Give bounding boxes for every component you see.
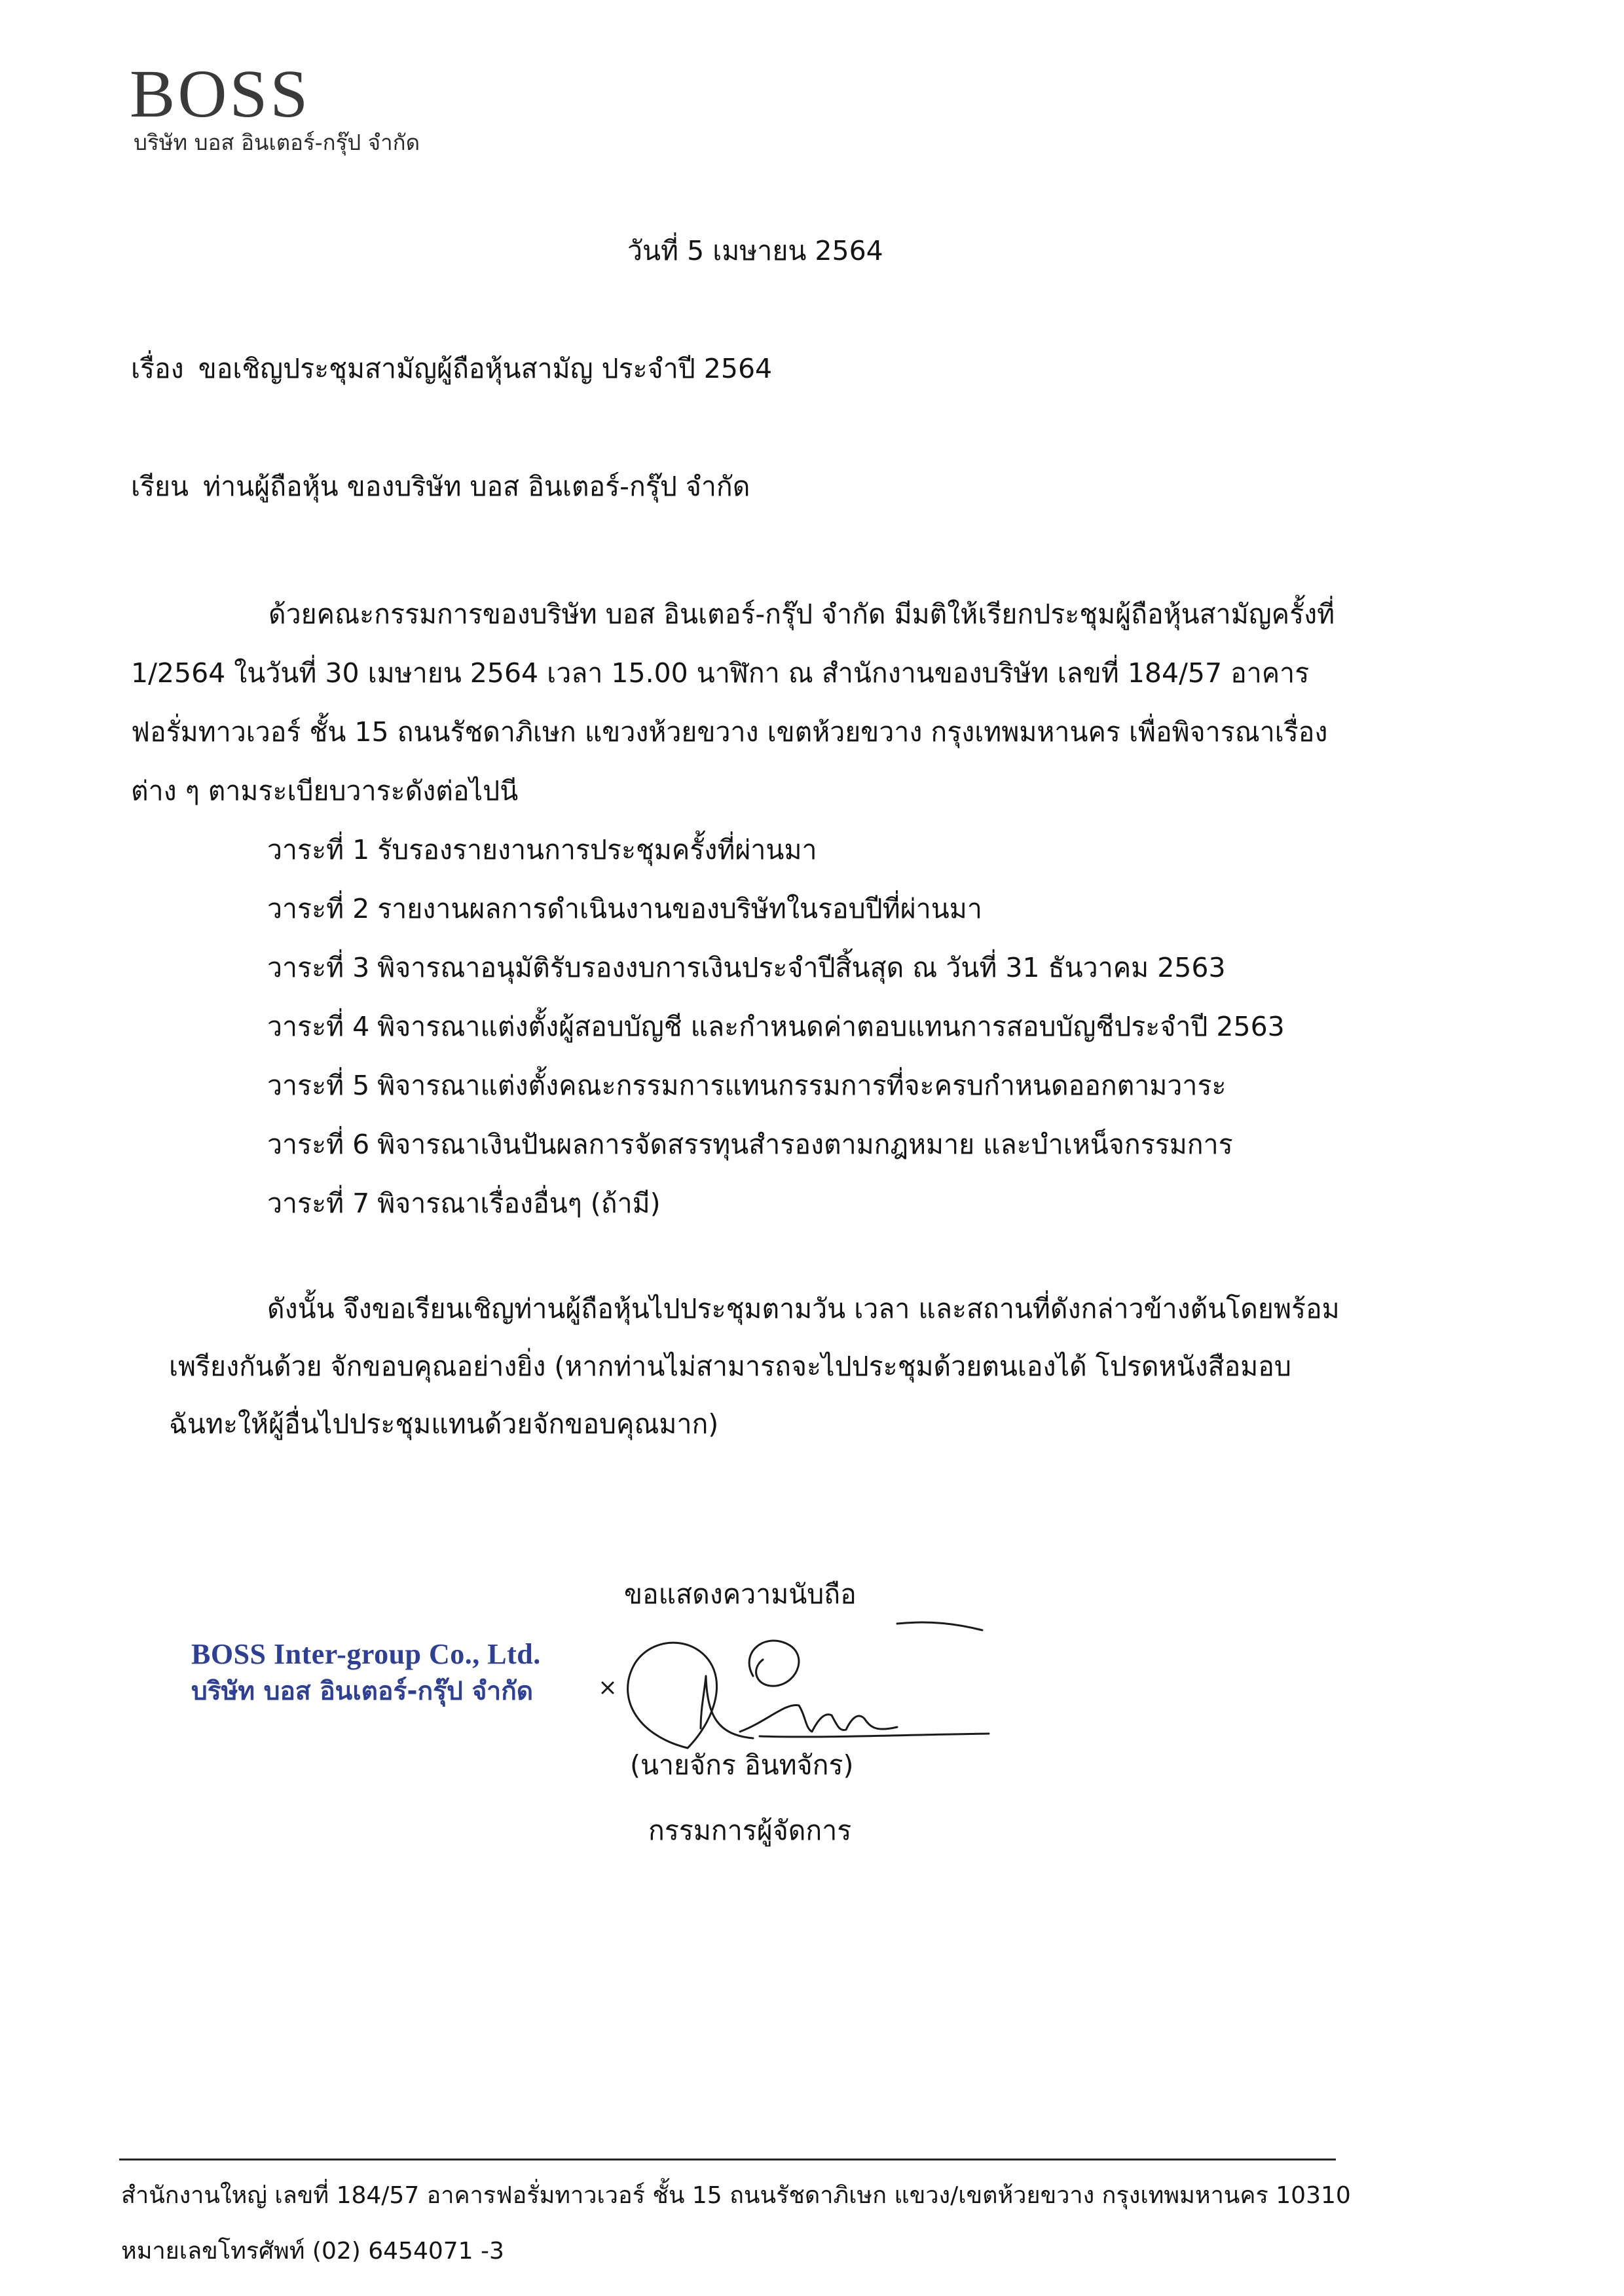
signer-title: กรรมการผู้จัดการ xyxy=(648,1815,852,1846)
closing-line: ดังนั้น จึงขอเรียนเชิญท่านผู้ถือหุ้นไปประชุมตามวัน เวลา และสถานที่ดังกล่าวข้างต้นโดยพร้อม xyxy=(267,1293,1340,1324)
footer-divider xyxy=(119,2159,1336,2160)
agenda-text: พิจารณาเงินปันผลการจัดสรรทุนสำรองตามกฎหมาย และบำเหน็จกรรมการ xyxy=(377,1129,1233,1160)
agenda-text: รับรองรายงานการประชุมครั้งที่ผ่านมา xyxy=(377,834,817,866)
agenda-item xyxy=(267,997,1285,1056)
agenda-list xyxy=(267,820,1285,1233)
agenda-item xyxy=(267,820,1285,879)
signer-name: (นายจักร อินทจักร) xyxy=(630,1749,854,1781)
handwritten-signature xyxy=(589,1597,995,1768)
agenda-text: พิจารณาแต่งตั้งคณะกรรมการแทนกรรมการที่จะครบกำหนดออกตามวาระ xyxy=(377,1070,1227,1101)
intro-line: ฟอรั่มทาวเวอร์ ชั้น 15 ถนนรัชดาภิเษก แขวงห้วยขวาง เขตห้วยขวาง กรุงเทพมหานคร เพื่อพิจารณาเรื่อง xyxy=(131,716,1328,748)
letter-date: วันที่ 5 เมษายน 2564 xyxy=(627,235,883,266)
subject-text: ขอเชิญประชุมสามัญผู้ถือหุ้นสามัญ ประจำปี 2564 xyxy=(198,353,773,384)
agenda-number: วาระที่ 5 xyxy=(267,1070,370,1101)
agenda-text: พิจารณาเรื่องอื่นๆ (ถ้ามี) xyxy=(377,1188,661,1219)
stamp-thai: บริษัท บอส อินเตอร์-กรุ๊ป จำกัด xyxy=(191,1677,534,1706)
agenda-text: พิจารณาอนุมัติรับรองงบการเงินประจำปีสิ้นสุด ณ วันที่ 31 ธันวาคม 2563 xyxy=(377,952,1226,983)
closing-line: ฉันทะให้ผู้อื่นไปประชุมแทนด้วยจักขอบคุณมาก) xyxy=(169,1408,719,1440)
recipient-text: ท่านผู้ถือหุ้น ของบริษัท บอส อินเตอร์-กรุ๊ป จำกัด xyxy=(203,471,750,502)
agenda-number: วาระที่ 7 xyxy=(267,1188,370,1219)
agenda-number: วาระที่ 3 xyxy=(267,952,370,983)
intro-paragraph xyxy=(131,585,1362,820)
agenda-item xyxy=(267,1174,1285,1233)
regards-text: ขอแสดงความนับถือ xyxy=(624,1578,857,1610)
agenda-item xyxy=(267,879,1285,938)
agenda-text: รายงานผลการดำเนินงานของบริษัทในรอบปีที่ผ่านมา xyxy=(377,893,982,924)
closing-line: เพรียงกันด้วย จักขอบคุณอย่างยิ่ง (หากท่านไม่สามารถจะไปประชุมด้วยตนเองได้ โปรดหนังสือมอบ xyxy=(169,1351,1291,1382)
intro-line: ต่าง ๆ ตามระเบียบวาระดังต่อไปนี xyxy=(131,775,519,807)
agenda-item xyxy=(267,1056,1285,1115)
subject-label: เรื่อง xyxy=(131,353,184,384)
agenda-item xyxy=(267,938,1285,997)
recipient-label: เรียน xyxy=(131,471,189,502)
agenda-text: พิจารณาแต่งตั้งผู้สอบบัญชี และกำหนดค่าตอบแทนการสอบบัญชีประจำปี 2563 xyxy=(377,1011,1285,1042)
agenda-number: วาระที่ 4 xyxy=(267,1011,370,1042)
stamp-english: BOSS Inter-group Co., Ltd. xyxy=(191,1638,541,1670)
subject-line xyxy=(131,349,772,388)
footer-address: สำนักงานใหญ่ เลขที่ 184/57 อาคารฟอรั่มทาวเวอร์ ชั้น 15 ถนนรัชดาภิเษก แขวง/เขตห้วยขวาง กรุงเทพมหานคร 10310 xyxy=(121,2182,1351,2209)
recipient-line xyxy=(131,467,750,506)
company-name: บริษัท บอส อินเตอร์-กรุ๊ป จำกัด xyxy=(134,130,420,155)
company-logo: BOSS xyxy=(130,56,311,132)
agenda-item xyxy=(267,1115,1285,1174)
company-stamp xyxy=(191,1637,541,1711)
agenda-number: วาระที่ 6 xyxy=(267,1129,370,1160)
closing-paragraph xyxy=(169,1280,1340,1453)
agenda-number: วาระที่ 1 xyxy=(267,834,370,866)
intro-line: ด้วยคณะกรรมการของบริษัท บอส อินเตอร์-กรุ๊ป จำกัด มีมติให้เรียกประชุมผู้ถือหุ้นสามัญครั้งที่ xyxy=(268,598,1335,630)
agenda-number: วาระที่ 2 xyxy=(267,893,370,924)
footer-phone: หมายเลขโทรศัพท์ (02) 6454071 -3 xyxy=(121,2238,504,2265)
intro-line: 1/2564 ในวันที่ 30 เมษายน 2564 เวลา 15.00 นาฬิกา ณ สำนักงานของบริษัท เลขที่ 184/57 อาคาร xyxy=(131,657,1310,689)
